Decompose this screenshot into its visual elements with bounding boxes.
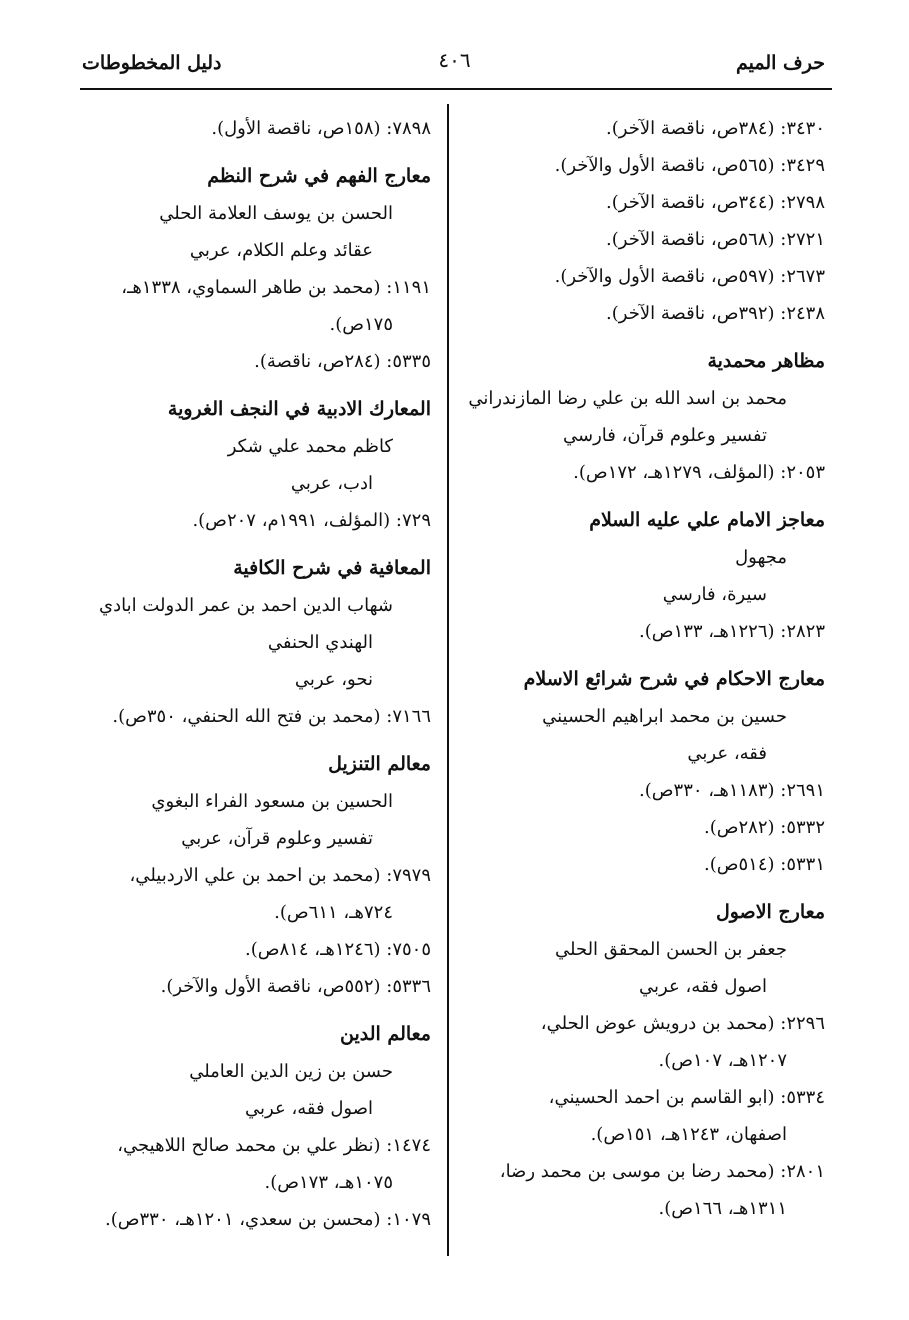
- copy-line: ٧٨٩٨: (١٥٨ص، ناقصة الأول).: [211, 118, 431, 139]
- copy-line: ٣٤٣٠: (٣٨٤ص، ناقصة الآخر).: [606, 118, 825, 139]
- entry-author: شهاب الدين احمد بن عمر الدولت ابادي: [99, 595, 393, 616]
- copy-line: ٧٢٩: (المؤلف، ١٩٩١م، ٢٠٧ص).: [192, 510, 431, 531]
- entry-author: الحسين بن مسعود الفراء البغوي: [151, 791, 393, 812]
- entry-title: معارج الفهم في شرح النظم: [207, 165, 431, 187]
- copy-line: ١٠٧٩: (محسن بن سعدي، ١٢٠١هـ، ٣٣٠ص).: [105, 1209, 431, 1230]
- entry-title: مظاهر محمدية: [707, 350, 825, 372]
- copy-line: ١٧٥ص).: [329, 314, 393, 335]
- page-number: ٤٠٦: [438, 48, 471, 72]
- entry-author: حسن بن زين الدين العاملي: [189, 1061, 393, 1082]
- copy-line: ٢٦٩١: (١١٨٣هـ، ٣٣٠ص).: [639, 780, 825, 801]
- copy-line: ٥٣٣٦: (٥٥٢ص، ناقصة الأول والآخر).: [160, 976, 431, 997]
- entry-subject: نحو، عربي: [294, 669, 373, 690]
- entry-subject: فقه، عربي: [687, 743, 767, 764]
- copy-line: ٢٧٢١: (٥٦٨ص، ناقصة الآخر).: [606, 229, 825, 250]
- entry-title: معاجز الامام علي عليه السلام: [589, 509, 825, 531]
- copy-line: ٥٣٣٥: (٢٨٤ص، ناقصة).: [254, 351, 431, 372]
- entry-author-continued: الهندي الحنفي: [267, 632, 373, 653]
- entry-title: معارج الاحكام في شرح شرائع الاسلام: [523, 668, 825, 690]
- entry-title: المعارك الادبية في النجف الغروية: [167, 398, 431, 420]
- entry-author: جعفر بن الحسن المحقق الحلي: [554, 939, 787, 960]
- entry-author: كاظم محمد علي شكر: [227, 436, 393, 457]
- entry-subject: اصول فقه، عربي: [639, 976, 767, 997]
- entry-title: معارج الاصول: [715, 901, 825, 923]
- entry-subject: عقائد وعلم الكلام، عربي: [189, 240, 373, 261]
- column-divider: [447, 104, 449, 1256]
- copy-line: ٢٦٧٣: (٥٩٧ص، ناقصة الأول والآخر).: [554, 266, 825, 287]
- copy-line: ٥٣٣٢: (٢٨٢ص).: [703, 817, 825, 838]
- copy-line: ٧١٦٦: (محمد بن فتح الله الحنفي، ٣٥٠ص).: [112, 706, 431, 727]
- copy-line: ٢٨٢٣: (١٢٢٦هـ، ١٣٣ص).: [639, 621, 825, 642]
- copy-line: ٢٧٩٨: (٣٤٤ص، ناقصة الآخر).: [606, 192, 825, 213]
- copy-line: ١٤٧٤: (نظر علي بن محمد صالح اللاهيجي،: [117, 1135, 431, 1156]
- copy-line: ٧٥٠٥: (١٢٤٦هـ، ٨١٤ص).: [245, 939, 431, 960]
- copy-line: ١٣١١هـ، ١٦٦ص).: [658, 1198, 787, 1219]
- entry-subject: سيرة، فارسي: [662, 584, 767, 605]
- entry-subject: اصول فقه، عربي: [245, 1098, 373, 1119]
- copy-line: ١١٩١: (محمد بن طاهر السماوي، ١٣٣٨هـ،: [121, 277, 431, 298]
- copy-line: اصفهان، ١٢٤٣هـ، ١٥١ص).: [590, 1124, 787, 1145]
- entry-author: محمد بن اسد الله بن علي رضا المازندراني: [468, 388, 787, 409]
- entry-author: مجهول: [735, 547, 787, 568]
- copy-line: ٥٣٣١: (٥١٤ص).: [703, 854, 825, 875]
- entry-title: معالم التنزيل: [328, 753, 431, 775]
- entry-author: حسين بن محمد ابراهيم الحسيني: [542, 706, 787, 727]
- left-column: [81, 110, 431, 1238]
- copy-line: ٢٤٣٨: (٣٩٢ص، ناقصة الآخر).: [606, 303, 825, 324]
- copy-line: ٢٨٠١: (محمد رضا بن موسى بن محمد رضا،: [499, 1161, 825, 1182]
- copy-line: ٧٩٧٩: (محمد بن احمد بن علي الاردبيلي،: [129, 865, 431, 886]
- copy-line: ١٢٠٧هـ، ١٠٧ص).: [658, 1050, 787, 1071]
- right-column: [468, 110, 825, 1227]
- copy-line: ٢٢٩٦: (محمد بن درويش عوض الحلي،: [540, 1013, 825, 1034]
- header-rule: [80, 88, 832, 90]
- entry-author: الحسن بن يوسف العلامة الحلي: [159, 203, 393, 224]
- section-header: حرف الميم: [736, 52, 825, 74]
- entry-title: معالم الدين: [340, 1023, 431, 1045]
- copy-line: ٧٢٤هـ، ٦١١ص).: [274, 902, 393, 923]
- entry-subject: تفسير وعلوم قرآن، عربي: [181, 828, 373, 849]
- entry-title: المعافية في شرح الكافية: [233, 557, 431, 579]
- copy-line: ١٠٧٥هـ، ١٧٣ص).: [264, 1172, 393, 1193]
- entry-subject: ادب، عربي: [290, 473, 373, 494]
- copy-line: ٣٤٢٩: (٥٦٥ص، ناقصة الأول والآخر).: [554, 155, 825, 176]
- copy-line: ٢٠٥٣: (المؤلف، ١٢٧٩هـ، ١٧٢ص).: [573, 462, 825, 483]
- copy-line: ٥٣٣٤: (ابو القاسم بن احمد الحسيني،: [548, 1087, 825, 1108]
- book-title: دليل المخطوطات: [82, 52, 222, 74]
- entry-subject: تفسير وعلوم قرآن، فارسي: [563, 425, 767, 446]
